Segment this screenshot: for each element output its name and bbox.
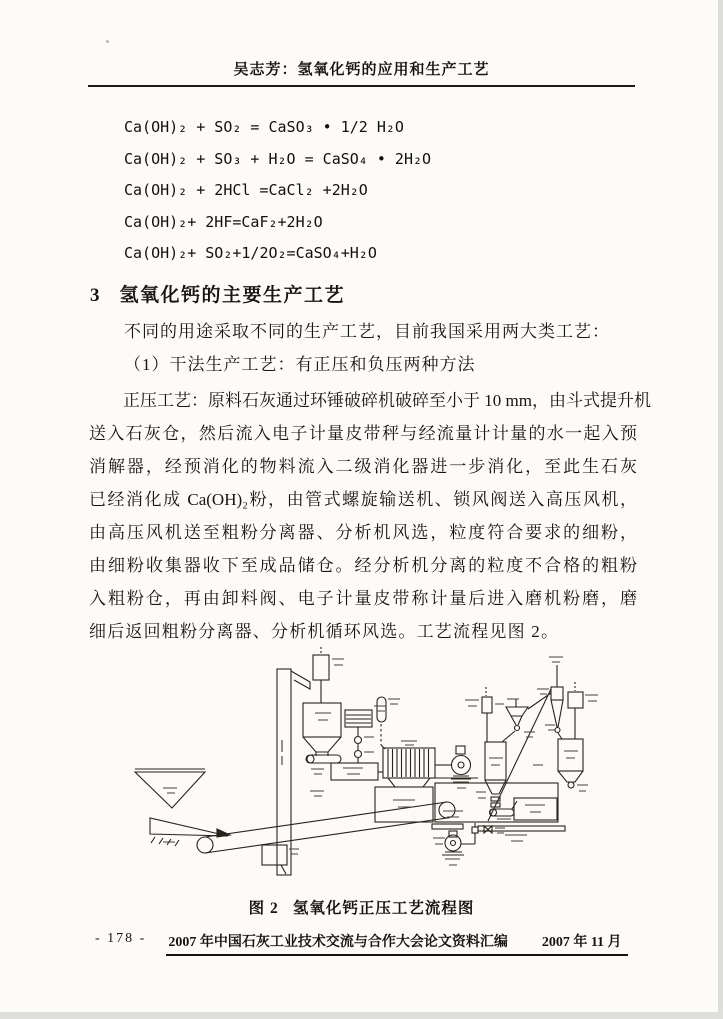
body-line: 入粗粉仓，再由卸料阀、电子计量皮带称计量后进入磨机粉磨，磨	[89, 589, 637, 608]
body-line: 由细粉收集器收下至成品储仓。经分析机分离的粒度不合格的粗粉	[89, 556, 637, 575]
screw-feeder-icon	[306, 755, 341, 763]
lime-silo-icon	[303, 647, 341, 756]
recirculation-duct	[488, 689, 551, 821]
cyclone-icon	[551, 665, 563, 739]
equation: Ca(OH)₂ + 2HCl =CaCl₂ +2H₂O	[124, 181, 368, 200]
running-header: 吴志芳：氢氧化钙的应用和生产工艺	[233, 62, 490, 78]
section-number: 3	[90, 285, 100, 306]
belt-conveyor-icon	[197, 802, 455, 853]
page-footer	[95, 931, 640, 956]
pre-slaker-icon	[375, 787, 433, 822]
figure-caption	[0, 896, 723, 918]
body-line: 已经消化成 Ca(OH)₂粉，由管式螺旋输送机、锁风阀送入高压风机，	[89, 490, 637, 509]
proceedings-line	[166, 931, 627, 956]
body-line: 正压工艺：原料石灰通过环锤破碎机破碎至小于 10 mm，由斗式提升机	[123, 391, 651, 410]
classifier-icon	[502, 699, 528, 742]
transfer-box-icon	[262, 845, 287, 874]
scan-speck	[106, 40, 109, 43]
belt-weigher-icon	[331, 763, 383, 780]
level-indicator-icon	[377, 697, 386, 749]
figure-2	[105, 645, 665, 880]
equation: Ca(OH)₂+ 2HF=CaF₂+2H₂O	[124, 212, 323, 231]
equation: Ca(OH)₂+ SO₂+1/2O₂=CaSO₄+H₂O	[124, 244, 377, 263]
equation: Ca(OH)₂ + SO₃ + H₂O = CaSO₄ • 2H₂O	[124, 149, 432, 168]
body-line: 细后返回粗粉分离器、分析机循环风选。工艺流程见图 2。	[89, 622, 560, 641]
figure-caption-label: 图 2	[248, 900, 279, 917]
page-number: - 178 -	[95, 931, 147, 946]
figure-caption-text: 氢氧化钙正压工艺流程图	[292, 900, 475, 917]
scan-edge-right	[718, 0, 723, 1019]
body-line: 消解器，经预消化的物料流入二级消化器进一步消化，至此生石灰	[89, 457, 637, 476]
process-flow-diagram	[105, 645, 665, 880]
secondary-slaker-icon	[383, 748, 435, 787]
intro-line: （1）干法生产工艺：有正压和负压两种方法	[124, 355, 476, 374]
chemical-equations	[124, 112, 604, 270]
scan-edge-bottom	[0, 1012, 723, 1019]
fines-collector-icon	[558, 682, 583, 788]
bucket-elevator-icon	[277, 669, 310, 875]
section-heading	[90, 280, 345, 307]
vibrating-feeder-icon	[150, 818, 230, 846]
header-rule	[88, 85, 635, 87]
equation: Ca(OH)₂ + SO₂ = CaSO₃ • 1/2 H₂O	[124, 118, 404, 136]
intro-line: 不同的用途采取不同的生产工艺，目前我国采用两大类工艺：	[124, 322, 610, 341]
fan-icon	[435, 746, 471, 779]
body-line: 送入石灰仓，然后流入电子计量皮带秤与经流量计计量的水一起入预	[89, 424, 637, 443]
section-title: 氢氧化钙的主要生产工艺	[119, 285, 346, 306]
proceedings-date: 2007 年 11 月	[541, 935, 622, 950]
proceedings-title: 2007 年中国石灰工业技术交流与合作大会论文资料汇编	[168, 935, 508, 950]
body-paragraph	[89, 384, 651, 648]
body-line: 由高压风机送至粗粉分离器、分析机风选，粒度符合要求的细粉，	[89, 523, 637, 542]
blower-icon	[442, 823, 492, 855]
